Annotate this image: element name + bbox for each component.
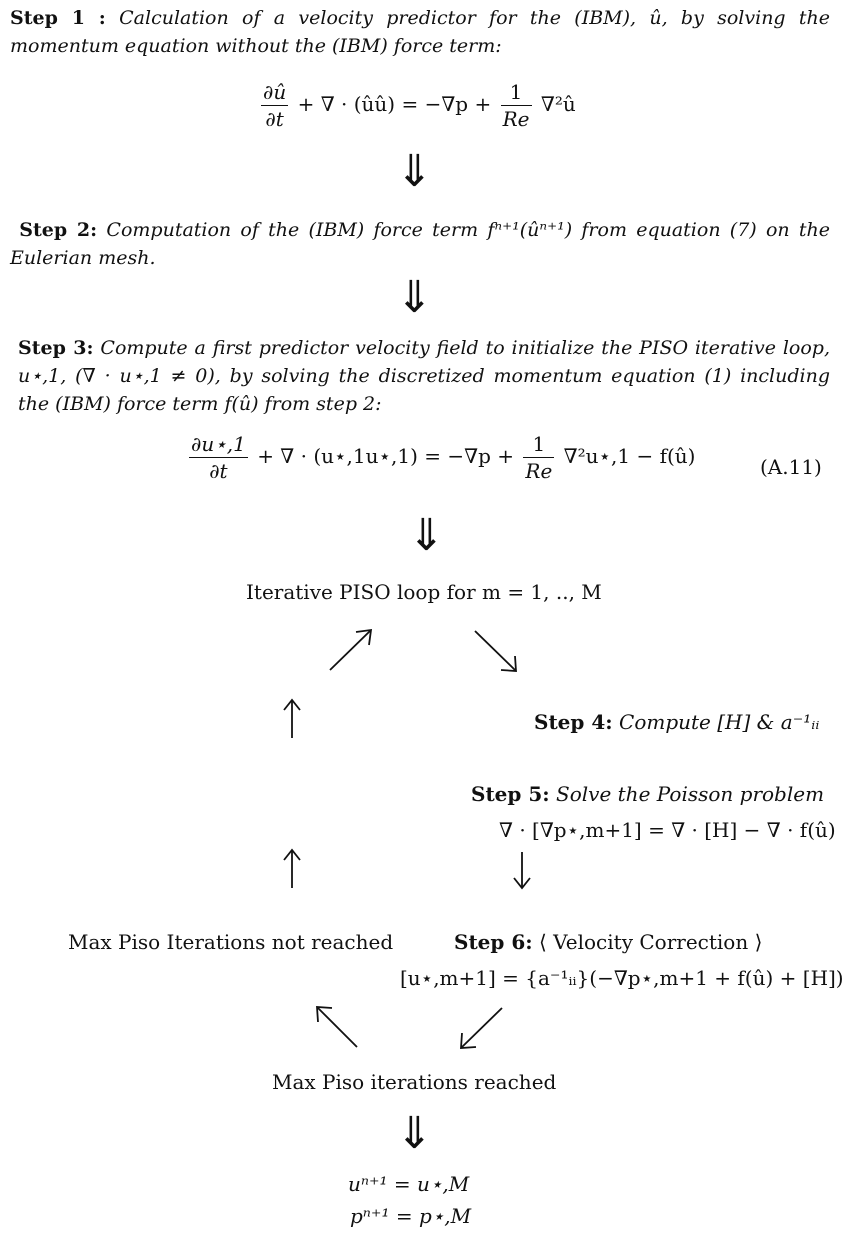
step6 [454, 930, 762, 954]
eq2-lhs-den: ∂t [209, 459, 228, 483]
eq1-mid: + ∇ · (ûû) = −∇p + [297, 92, 492, 116]
step6-equation: [u⋆,m+1] = {a⁻¹ᵢᵢ}(−∇p⋆,m+1 + f(û) + [H]) [400, 966, 844, 990]
step2-label: Step 2: [19, 219, 98, 241]
step3-text: Compute a first predictor velocity field to initialize the PISO iterative loop, u⋆,1, (∇ · u⋆,1 ≠ 0), by solving the discretized momentum equation (1) including the (IBM) force term f(û) from step 2: [18, 337, 830, 415]
max-iterations-not-reached: Max Piso Iterations not reached [68, 930, 394, 954]
step5 [471, 782, 824, 806]
step2-text: Computation of the (IBM) force term fⁿ⁺¹(ûⁿ⁺¹) from equation (7) on the Eulerian mesh. [10, 219, 830, 269]
step1-text: Calculation of a velocity predictor for the (IBM), û, by solving the momentum equation without the (IBM) force term: [10, 7, 830, 57]
double-down-arrow-icon: ⇓ [408, 510, 445, 561]
step4-text: Compute [H] & a⁻¹ᵢᵢ [619, 710, 820, 734]
step5-text: Solve the Poisson problem [556, 782, 825, 806]
step1-label: Step 1 : [10, 7, 106, 29]
eq2-re-den: Re [525, 459, 553, 483]
step6-label: Step 6: [454, 930, 533, 954]
max-iterations-reached: Max Piso iterations reached [272, 1070, 557, 1094]
piso-loop-title: Iterative PISO loop for m = 1, .., M [246, 580, 602, 604]
arrow-up-right-icon [330, 630, 371, 670]
step5-label: Step 5: [471, 782, 550, 806]
double-down-arrow-icon: ⇓ [396, 1108, 433, 1159]
arrow-down-left-diag-icon [461, 1008, 502, 1048]
step4-label: Step 4: [534, 710, 613, 734]
equation-tag: (A.11) [760, 455, 822, 479]
eq2-re-num: 1 [523, 432, 554, 458]
step4 [534, 710, 819, 734]
eq1-rhs: ∇²û [540, 92, 576, 116]
double-down-arrow-icon: ⇓ [396, 146, 433, 197]
arrow-up-left-side-icon [284, 700, 300, 738]
eq1-re-num: 1 [501, 80, 532, 106]
eq2-rhs: ∇²u⋆,1 − f(û) [563, 444, 696, 468]
eq1-re-den: Re [502, 107, 530, 131]
double-down-arrow-icon: ⇓ [396, 272, 433, 323]
arrow-up-left-lower-icon [284, 850, 300, 888]
final-pressure: pⁿ⁺¹ = p⋆,M [350, 1204, 472, 1228]
eq1-lhs-num: ∂û [263, 80, 287, 104]
arrow-down-right-side-icon [514, 852, 530, 888]
arrow-down-right-icon [475, 631, 516, 671]
arrow-up-left-diag-icon [317, 1007, 357, 1047]
eq1-lhs-den: ∂t [265, 107, 284, 131]
step5-equation: ∇ · [∇p⋆,m+1] = ∇ · [H] − ∇ · f(û) [499, 818, 836, 842]
step6-text: ⟨ Velocity Correction ⟩ [539, 930, 763, 954]
eq2-lhs-num: ∂u⋆,1 [191, 432, 246, 456]
eq2-mid: + ∇ · (u⋆,1u⋆,1) = −∇p + [257, 444, 515, 468]
final-velocity: uⁿ⁺¹ = u⋆,M [348, 1172, 470, 1196]
step3-label: Step 3: [18, 337, 94, 359]
